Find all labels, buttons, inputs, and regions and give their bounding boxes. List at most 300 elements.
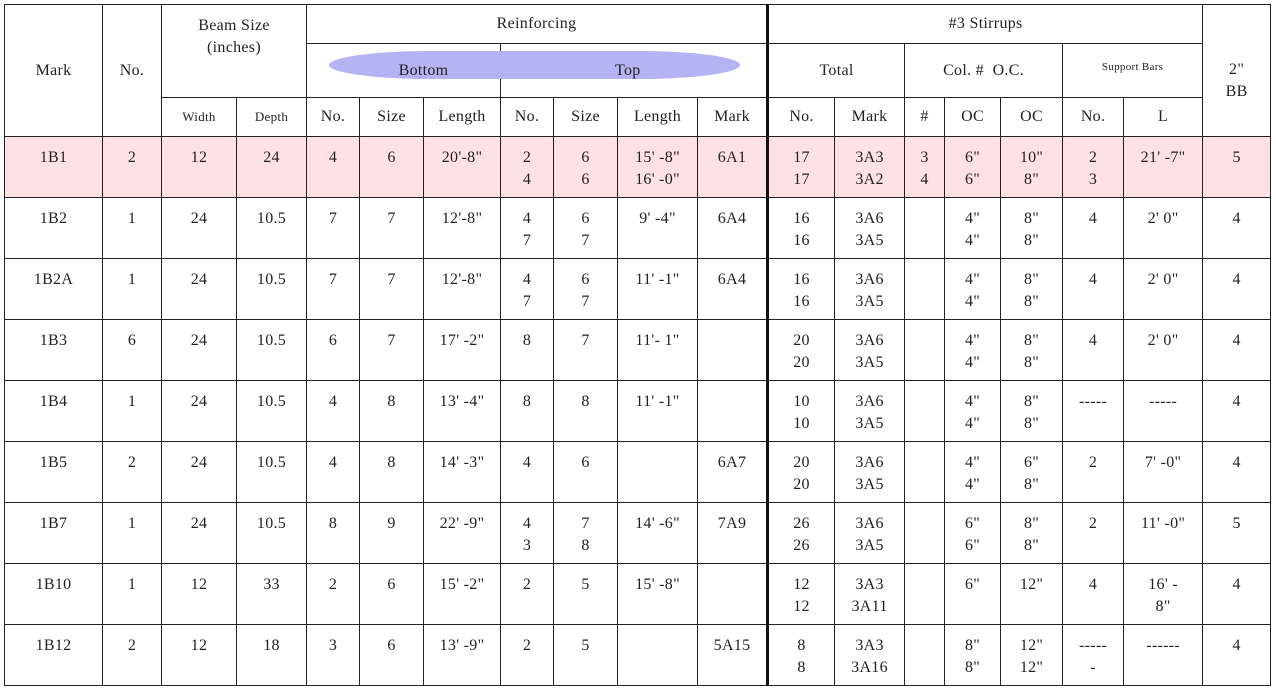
cell-line: 14' -6" — [635, 515, 680, 532]
cell-width: 24 — [162, 442, 237, 503]
table-header — [5, 5, 1271, 137]
cell-line: 8" — [1023, 415, 1040, 432]
stirrup-oc1-header: OC — [945, 98, 1001, 137]
cell-s-hash — [905, 564, 945, 625]
cell-b-size: 8 — [360, 381, 424, 442]
cell-s-oc2 — [1001, 564, 1063, 625]
cell-s-total — [768, 320, 835, 381]
cell-depth: 10.5 — [237, 442, 307, 503]
cell-line: 8" — [1023, 537, 1040, 554]
cell-sb-l: 21' -7" — [1124, 137, 1203, 198]
cell-t-no — [501, 259, 554, 320]
stirrup-no-header: No. — [768, 98, 835, 137]
cell-s-oc2 — [1001, 625, 1063, 686]
cell-bb: 4 — [1203, 625, 1271, 686]
top-length-header: Length — [618, 98, 698, 137]
cell-sb-no — [1063, 564, 1124, 625]
cell-line: 8 — [522, 393, 532, 410]
table-row — [5, 320, 1271, 381]
cell-b-no: 2 — [307, 564, 360, 625]
cell-width: 24 — [162, 503, 237, 564]
cell-depth: 10.5 — [237, 381, 307, 442]
cell-line: 2 — [1088, 454, 1098, 471]
table-row — [5, 625, 1271, 686]
stirrup-oc2-header: OC — [1001, 98, 1063, 137]
cell-line: 4 — [522, 454, 532, 471]
cell-s-oc1 — [945, 564, 1001, 625]
cell-sb-no — [1063, 198, 1124, 259]
cell-sb-no — [1063, 625, 1124, 686]
cell-line: 6" — [964, 149, 981, 166]
cell-line: 4" — [964, 415, 981, 432]
cell-s-hash — [905, 137, 945, 198]
cell-line: 16 — [793, 293, 810, 310]
table-row — [5, 442, 1271, 503]
cell-b-size: 9 — [360, 503, 424, 564]
cell-s-hash — [905, 625, 945, 686]
bb-header-top: 2" — [1229, 61, 1245, 78]
cell-line: 3A5 — [855, 415, 884, 432]
cell-line: - — [1090, 659, 1096, 676]
cell-mark: 1B2A — [5, 259, 103, 320]
cell-s-oc1 — [945, 503, 1001, 564]
cell-s-oc2 — [1001, 259, 1063, 320]
cell-s-mark — [835, 259, 905, 320]
cell-line: 20 — [793, 354, 810, 371]
top-mark-header: Mark — [698, 98, 768, 137]
cell-line: 6 — [581, 210, 590, 227]
support-no-header: No. — [1063, 98, 1124, 137]
cell-line: 4 — [920, 171, 929, 188]
table-row — [5, 259, 1271, 320]
cell-b-size: 7 — [360, 198, 424, 259]
cell-line: 12 — [793, 598, 810, 615]
cell-line: 3A5 — [855, 476, 884, 493]
cell-line: 12" — [1019, 637, 1044, 654]
cell-s-total — [768, 381, 835, 442]
cell-t-size — [554, 625, 618, 686]
cell-line: 3A6 — [855, 454, 884, 471]
cell-t-mark: 5A15 — [698, 625, 768, 686]
cell-no: 2 — [103, 625, 162, 686]
cell-t-size — [554, 320, 618, 381]
cell-depth: 10.5 — [237, 320, 307, 381]
cell-t-len — [618, 137, 698, 198]
cell-line: 8" — [964, 637, 981, 654]
top-group-header — [501, 44, 768, 98]
cell-s-hash — [905, 442, 945, 503]
cell-width: 12 — [162, 564, 237, 625]
beam-size-unit: (inches) — [207, 39, 261, 56]
cell-s-oc2 — [1001, 503, 1063, 564]
cell-t-size — [554, 198, 618, 259]
cell-t-size — [554, 381, 618, 442]
cell-line: 4 — [522, 171, 532, 188]
cell-b-len: 22' -9" — [424, 503, 501, 564]
cell-line: 4" — [964, 393, 981, 410]
cell-width: 24 — [162, 320, 237, 381]
cell-line: 4 — [522, 210, 532, 227]
cell-s-mark — [835, 137, 905, 198]
cell-line: 7 — [522, 293, 532, 310]
bottom-group-header — [307, 44, 501, 98]
cell-t-size — [554, 442, 618, 503]
cell-line: 17 — [793, 149, 810, 166]
cell-line: 7 — [522, 232, 532, 249]
cell-mark: 1B2 — [5, 198, 103, 259]
cell-sb-l: ----- — [1124, 381, 1203, 442]
cell-sb-no — [1063, 259, 1124, 320]
cell-line: 6 — [581, 171, 590, 188]
cell-s-mark — [835, 503, 905, 564]
cell-t-size — [554, 564, 618, 625]
cell-b-size: 6 — [360, 564, 424, 625]
cell-t-len — [618, 320, 698, 381]
cell-mark: 1B10 — [5, 564, 103, 625]
cell-line: 9' -4" — [639, 210, 676, 227]
cell-mark: 1B7 — [5, 503, 103, 564]
cell-s-total — [768, 442, 835, 503]
cell-s-total — [768, 503, 835, 564]
cell-line: 16' -0" — [635, 171, 680, 188]
cell-t-mark — [698, 381, 768, 442]
cell-s-oc1 — [945, 320, 1001, 381]
cell-b-size: 8 — [360, 442, 424, 503]
cell-t-mark: 6A1 — [698, 137, 768, 198]
cell-line: 8" — [1023, 332, 1040, 349]
cell-line: 6 — [581, 149, 590, 166]
cell-bb: 4 — [1203, 381, 1271, 442]
cell-line: 4" — [964, 210, 981, 227]
cell-depth: 18 — [237, 625, 307, 686]
table-row — [5, 198, 1271, 259]
cell-no: 2 — [103, 137, 162, 198]
cell-s-total — [768, 259, 835, 320]
cell-s-oc1 — [945, 625, 1001, 686]
cell-s-hash — [905, 503, 945, 564]
top-size-header: Size — [554, 98, 618, 137]
support-length-header: L — [1124, 98, 1203, 137]
bottom-length-header: Length — [424, 98, 501, 137]
cell-s-hash — [905, 320, 945, 381]
cell-b-len: 14' -3" — [424, 442, 501, 503]
cell-t-len — [618, 198, 698, 259]
cell-s-hash — [905, 198, 945, 259]
cell-t-len — [618, 442, 698, 503]
cell-line: 7 — [581, 515, 590, 532]
cell-bb: 5 — [1203, 137, 1271, 198]
cell-b-len: 13' -9" — [424, 625, 501, 686]
cell-t-no — [501, 198, 554, 259]
cell-line: 3A2 — [855, 171, 884, 188]
cell-line: 3A6 — [855, 393, 884, 410]
cell-b-no: 4 — [307, 137, 360, 198]
cell-t-len — [618, 625, 698, 686]
cell-sb-no — [1063, 137, 1124, 198]
cell-line: 8" — [964, 659, 981, 676]
cell-t-len — [618, 259, 698, 320]
cell-t-mark — [698, 320, 768, 381]
cell-line: 2 — [1088, 515, 1098, 532]
cell-s-total — [768, 198, 835, 259]
support-bars-header: Support Bars — [1063, 44, 1203, 98]
cell-b-size: 6 — [360, 137, 424, 198]
cell-line: 3A5 — [855, 354, 884, 371]
cell-line: 4" — [964, 332, 981, 349]
reinforcing-header: Reinforcing — [307, 5, 768, 44]
cell-t-mark: 6A7 — [698, 442, 768, 503]
beam-size-header — [162, 5, 307, 98]
cell-t-no — [501, 564, 554, 625]
cell-line: 4" — [964, 354, 981, 371]
cell-s-mark — [835, 320, 905, 381]
cell-bb: 4 — [1203, 320, 1271, 381]
cell-line: 4 — [522, 515, 532, 532]
cell-line: 3A6 — [855, 210, 884, 227]
cell-line: 3A16 — [851, 659, 888, 676]
bottom-size-header: Size — [360, 98, 424, 137]
cell-line: 8 — [797, 637, 806, 654]
cell-line: 8" — [1023, 210, 1040, 227]
count-header: No. — [103, 5, 162, 137]
cell-line: 8" — [1023, 515, 1040, 532]
cell-depth: 24 — [237, 137, 307, 198]
cell-line: 26 — [793, 515, 810, 532]
cell-b-no: 7 — [307, 259, 360, 320]
cell-line: 4 — [1088, 576, 1098, 593]
top-label: Top — [615, 61, 641, 79]
cell-s-oc1 — [945, 259, 1001, 320]
cell-s-mark — [835, 625, 905, 686]
cell-line: 2 — [522, 149, 532, 166]
cell-s-oc1 — [945, 198, 1001, 259]
cell-line: 3A5 — [855, 293, 884, 310]
cell-depth: 10.5 — [237, 503, 307, 564]
cell-mark: 1B4 — [5, 381, 103, 442]
cell-line: 4" — [964, 476, 981, 493]
cell-line: 16 — [793, 232, 810, 249]
cell-depth: 10.5 — [237, 198, 307, 259]
cell-line: 8 — [581, 393, 590, 410]
cell-sb-l: ------ — [1124, 625, 1203, 686]
cell-s-total — [768, 137, 835, 198]
mark-header: Mark — [5, 5, 103, 137]
cell-line: 3A6 — [855, 332, 884, 349]
cell-line: 4" — [964, 293, 981, 310]
cell-line: 4" — [964, 232, 981, 249]
bottom-no-header: No. — [307, 98, 360, 137]
cell-t-no — [501, 442, 554, 503]
cell-line: 3A5 — [855, 232, 884, 249]
cell-line: 2 — [522, 576, 532, 593]
cell-line: 17 — [793, 171, 810, 188]
cell-line: 3A3 — [855, 637, 884, 654]
cell-line: 8" — [1023, 232, 1040, 249]
cell-t-mark: 7A9 — [698, 503, 768, 564]
cell-line: 6" — [964, 537, 981, 554]
cell-t-no — [501, 137, 554, 198]
table-row — [5, 381, 1271, 442]
cell-b-size: 7 — [360, 259, 424, 320]
cell-width: 24 — [162, 198, 237, 259]
cell-line: 12" — [1019, 659, 1044, 676]
cell-t-len — [618, 381, 698, 442]
stirrup-mark-header: Mark — [835, 98, 905, 137]
cell-b-no: 6 — [307, 320, 360, 381]
stirrup-hash-header: # — [905, 98, 945, 137]
table-row — [5, 503, 1271, 564]
cell-sb-no — [1063, 320, 1124, 381]
cell-line: 4" — [964, 271, 981, 288]
cell-line: 15' -8" — [635, 576, 680, 593]
cell-line: 10" — [1019, 149, 1044, 166]
cell-line: 8 — [581, 537, 590, 554]
cell-b-no: 4 — [307, 381, 360, 442]
cell-sb-no — [1063, 381, 1124, 442]
cell-b-no: 8 — [307, 503, 360, 564]
cell-no: 1 — [103, 259, 162, 320]
cell-line: 7 — [581, 332, 590, 349]
cell-line: 8 — [522, 332, 532, 349]
cell-line: 12" — [1019, 576, 1044, 593]
cell-sb-no — [1063, 503, 1124, 564]
cell-no: 1 — [103, 503, 162, 564]
cell-line: 3 — [920, 149, 929, 166]
total-group-header: Total — [768, 44, 905, 98]
cell-line: ----- — [1078, 637, 1108, 654]
cell-mark: 1B3 — [5, 320, 103, 381]
depth-header: Depth — [237, 98, 307, 137]
cell-b-len: 15' -2" — [424, 564, 501, 625]
cell-t-mark: 6A4 — [698, 198, 768, 259]
cell-sb-l: 11' -0" — [1124, 503, 1203, 564]
cell-no: 6 — [103, 320, 162, 381]
cell-bb: 4 — [1203, 442, 1271, 503]
cell-mark: 1B12 — [5, 625, 103, 686]
cell-line: 10 — [793, 393, 810, 410]
cell-b-len: 17' -2" — [424, 320, 501, 381]
cell-s-oc2 — [1001, 442, 1063, 503]
cell-line: 7 — [581, 293, 590, 310]
cell-bb: 4 — [1203, 198, 1271, 259]
cell-sb-l: 16' - 8" — [1124, 564, 1203, 625]
cell-t-size — [554, 503, 618, 564]
cell-sb-l: 7' -0" — [1124, 442, 1203, 503]
cell-line: 8" — [1023, 271, 1040, 288]
cell-mark: 1B5 — [5, 442, 103, 503]
cell-line: 3A6 — [855, 271, 884, 288]
cell-sb-l: 2' 0" — [1124, 259, 1203, 320]
cell-line: 8" — [1023, 393, 1040, 410]
cell-no: 2 — [103, 442, 162, 503]
cell-s-oc2 — [1001, 320, 1063, 381]
cell-line: 8" — [1023, 354, 1040, 371]
cell-line: 3A11 — [851, 598, 888, 615]
cell-b-no: 7 — [307, 198, 360, 259]
cell-width: 24 — [162, 381, 237, 442]
cell-bb: 4 — [1203, 259, 1271, 320]
cell-mark: 1B1 — [5, 137, 103, 198]
cell-s-mark — [835, 198, 905, 259]
cell-line: 11'- 1" — [635, 332, 680, 349]
table-row — [5, 137, 1271, 198]
cell-s-mark — [835, 381, 905, 442]
cell-line: 20 — [793, 476, 810, 493]
cell-line: 2 — [522, 637, 532, 654]
cell-line: 10 — [793, 415, 810, 432]
cell-line: 8" — [1023, 171, 1040, 188]
cell-line: 4 — [522, 271, 532, 288]
cell-s-oc1 — [945, 381, 1001, 442]
bb-header-bottom: BB — [1225, 83, 1248, 100]
cell-line: 5 — [581, 576, 590, 593]
cell-line: 8" — [1023, 476, 1040, 493]
cell-line: 6" — [964, 515, 981, 532]
cell-line: 3A3 — [855, 149, 884, 166]
cell-line: 2 — [1088, 149, 1098, 166]
cell-line: 3A3 — [855, 576, 884, 593]
cell-t-len — [618, 564, 698, 625]
cell-line: 11' -1" — [635, 393, 680, 410]
cell-no: 1 — [103, 198, 162, 259]
cell-s-mark — [835, 442, 905, 503]
cell-line: 20 — [793, 454, 810, 471]
cell-t-len — [618, 503, 698, 564]
cell-s-oc1 — [945, 137, 1001, 198]
cell-line: 4 — [1088, 271, 1098, 288]
cell-b-len: 13' -4" — [424, 381, 501, 442]
cell-b-no: 4 — [307, 442, 360, 503]
cell-line: 3 — [522, 537, 532, 554]
cell-t-size — [554, 137, 618, 198]
cell-b-size: 7 — [360, 320, 424, 381]
cell-line: 4 — [1088, 210, 1098, 227]
cell-line: 6 — [581, 454, 590, 471]
cell-line: 8 — [797, 659, 806, 676]
stirrups-header: #3 Stirrups — [768, 5, 1203, 44]
cell-width: 24 — [162, 259, 237, 320]
cell-bb: 5 — [1203, 503, 1271, 564]
cell-s-oc1 — [945, 442, 1001, 503]
cell-line: 11' -1" — [635, 271, 680, 288]
cell-line: 26 — [793, 537, 810, 554]
cell-depth: 33 — [237, 564, 307, 625]
cell-line: 3A5 — [855, 537, 884, 554]
cell-line: 4 — [1088, 332, 1098, 349]
cell-t-no — [501, 320, 554, 381]
cell-line: 20 — [793, 332, 810, 349]
cell-line: 16 — [793, 210, 810, 227]
cell-line: 16 — [793, 271, 810, 288]
cell-s-hash — [905, 381, 945, 442]
bottom-label: Bottom — [398, 61, 449, 79]
cell-t-mark — [698, 564, 768, 625]
cell-line: 6" — [964, 576, 981, 593]
cell-width: 12 — [162, 625, 237, 686]
cell-bb: 4 — [1203, 564, 1271, 625]
cell-line: 3A6 — [855, 515, 884, 532]
cell-line: 3 — [1088, 171, 1098, 188]
cell-b-len: 12'-8" — [424, 259, 501, 320]
cell-sb-no — [1063, 442, 1124, 503]
cell-line: 15' -8" — [635, 149, 680, 166]
table-row — [5, 564, 1271, 625]
width-header: Width — [162, 98, 237, 137]
cell-b-len: 12'-8" — [424, 198, 501, 259]
top-no-header: No. — [501, 98, 554, 137]
beam-schedule-table — [4, 4, 1271, 686]
cell-t-no — [501, 625, 554, 686]
